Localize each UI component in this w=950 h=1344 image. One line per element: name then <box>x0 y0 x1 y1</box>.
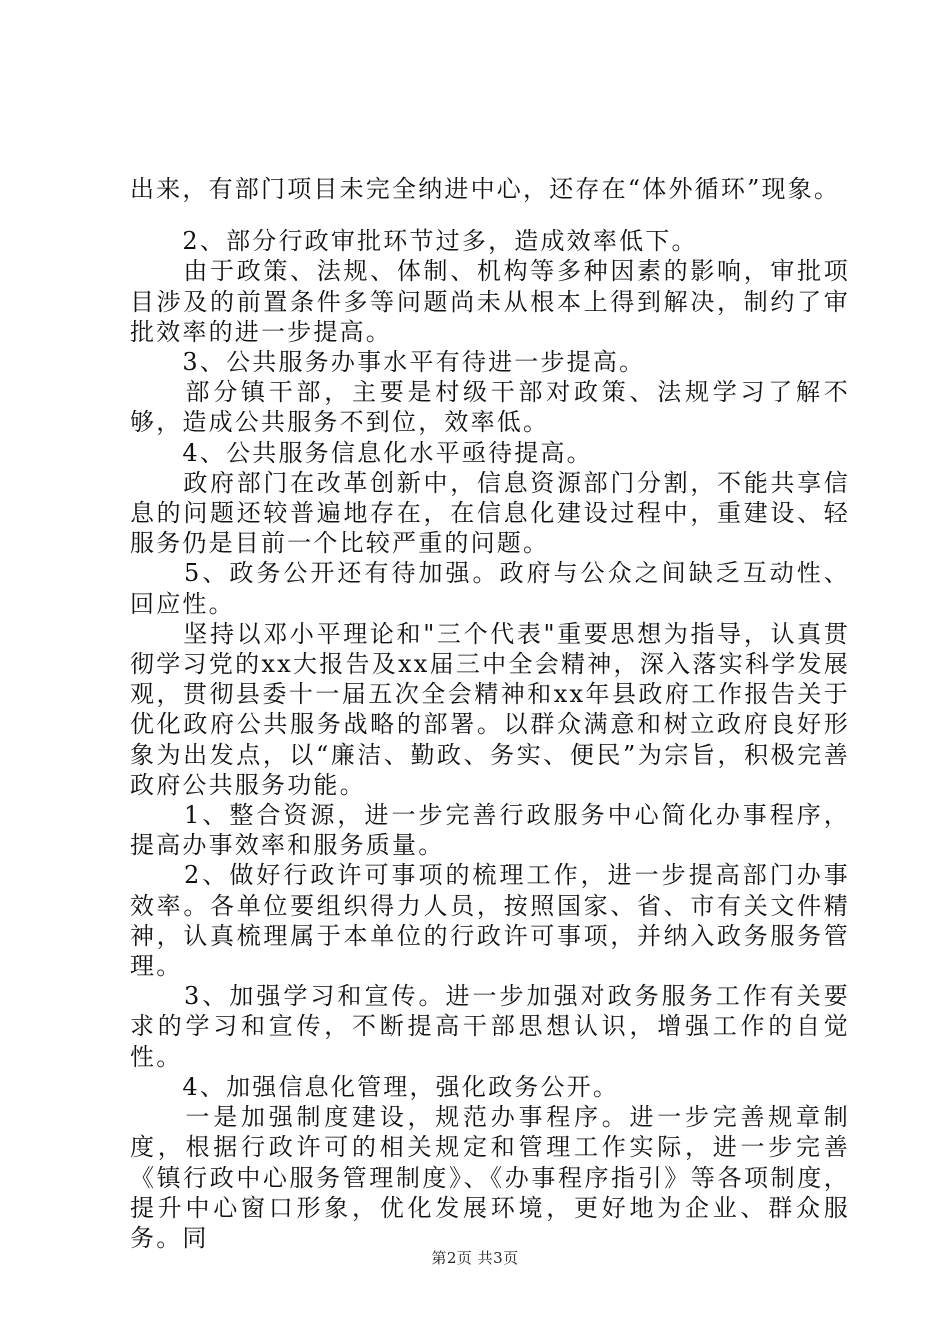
paragraph-continuation: 出来，有部门项目未完全纳进中心，还存在“体外循环”现象。 <box>130 175 841 203</box>
paragraph-gap <box>130 204 850 226</box>
paragraph-heading-2: 2、部分行政审批环节过多，造成效率低下。 <box>130 227 698 256</box>
paragraph-item-2: 2、做好行政许可事项的梳理工作，进一步提高部门办事效率。各单位要组织得力人员，按照国家、省、市有关文件精神，认真梳理属于本单位的行政许可事项，并纳入政务服务管理。 <box>130 861 850 981</box>
paragraph-body: 部分镇干部，主要是村级干部对政策、法规学习了解不够，造成公共服务不到位，效率低。 <box>130 378 850 437</box>
paragraph-body: 一是加强制度建设，规范办事程序。进一步完善规章制度，根据行政许可的相关规定和管理工作实际，进一步完善《镇行政中心服务管理制度》、《办事程序指引》等各项制度，提升中心窗口形象，优化发展环境，更好地为企业、群众服务。同 <box>130 1103 850 1252</box>
page-footer: 第2页 共3页 <box>431 1249 519 1267</box>
paragraph-body: 由于政策、法规、体制、机构等多种因素的影响，审批项目涉及的前置条件多等问题尚未从根本上得到解决，制约了审批效率的进一步提高。 <box>130 257 850 346</box>
paragraph-item-3: 3、加强学习和宣传。进一步加强对政务服务工作有关要求的学习和宣传，不断提高干部思想认识，增强工作的自觉性。 <box>130 982 850 1071</box>
paragraph-heading-5: 5、政务公开还有待加强。政府与公众之间缺乏互动性、回应性。 <box>130 559 850 618</box>
paragraph-body: 政府部门在改革创新中，信息资源部门分割，不能共享信息的问题还较普遍地存在，在信息化建设过程中，重建设、轻服务仍是目前一个比较严重的问题。 <box>130 468 850 558</box>
paragraph-item-4: 4、加强信息化管理，强化政务公开。 <box>130 1072 620 1101</box>
document-body <box>130 174 850 1253</box>
paragraph-heading-4: 4、公共服务信息化水平亟待提高。 <box>130 438 593 467</box>
paragraph-body: 坚持以邓小平理论和"三个代表"重要思想为指导，认真贯彻学习党的xx大报告及xx届三中全会精神，深入落实科学发展观，贯彻县委十一届五次全会精神和xx年县政府工作报告关于优化政府公共服务战略的部署。以群众满意和树立政府良好形象为出发点，以“廉洁、勤政、务实、便民”为宗旨，积极完善政府公共服务功能。 <box>130 619 850 799</box>
paragraph-item-1: 1、整合资源，进一步完善行政服务中心简化办事程序，提高办事效率和服务质量。 <box>130 801 850 860</box>
paragraph-heading-3: 3、公共服务办事水平有待进一步提高。 <box>130 348 646 377</box>
